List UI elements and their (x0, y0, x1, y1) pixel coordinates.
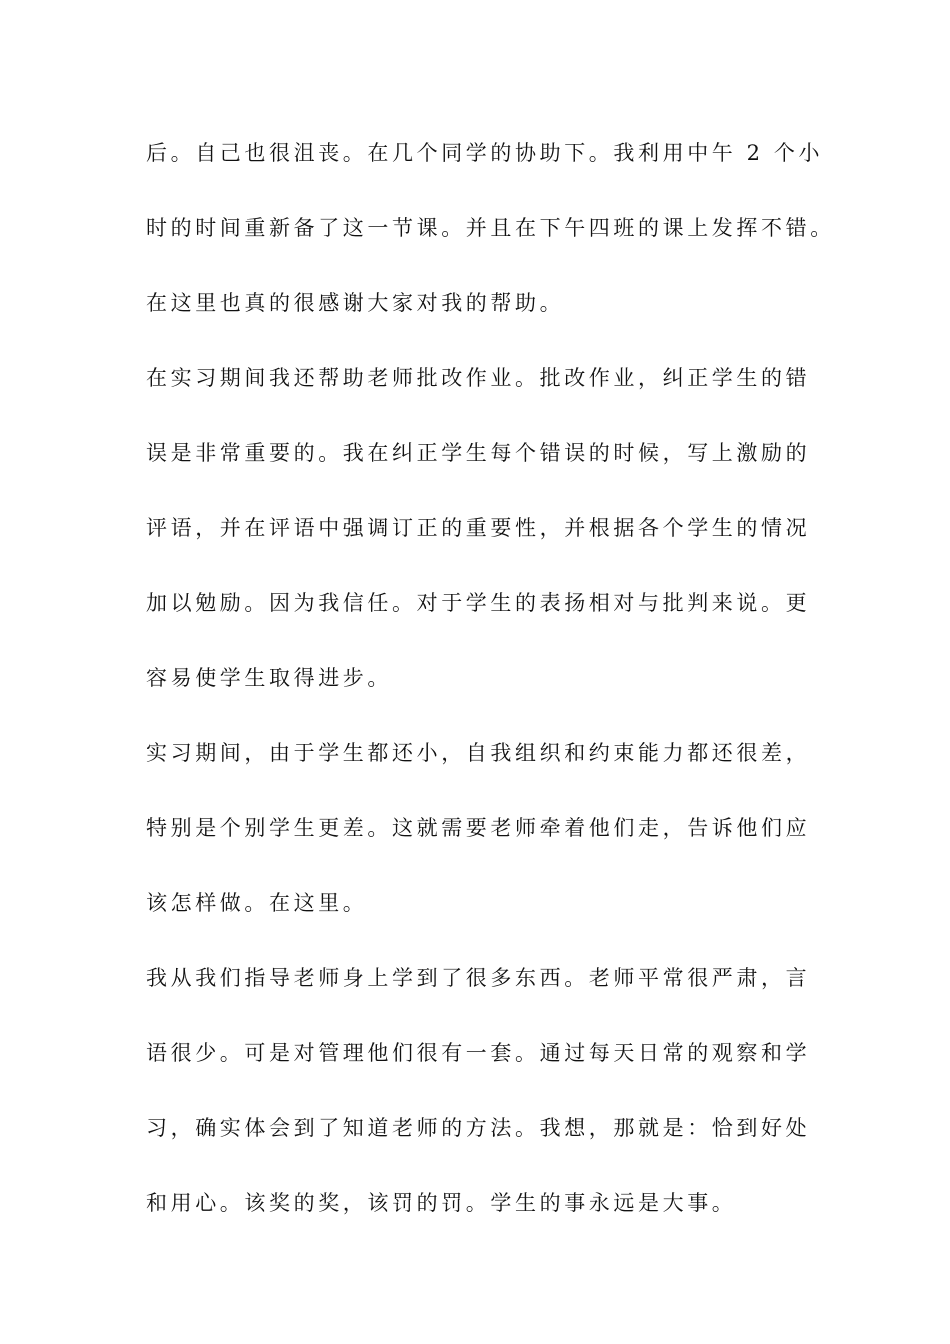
text-line: 容易使学生取得进步。 (146, 666, 392, 690)
text-line: 习，确实体会到了知道老师的方法。我想，那就是：恰到好处 (146, 1116, 811, 1140)
text-line: 在实习期间我还帮助老师批改作业。批改作业，纠正学生的错 (146, 366, 811, 390)
text-line: 和用心。该奖的奖，该罚的罚。学生的事永远是大事。 (146, 1191, 737, 1215)
text-line: 我从我们指导老师身上学到了很多东西。老师平常很严肃，言 (146, 966, 811, 990)
document-body (146, 131, 836, 1256)
text-line: 实习期间，由于学生都还小，自我组织和约束能力都还很差， (146, 741, 811, 765)
text-line: 在这里也真的很感谢大家对我的帮助。 (146, 291, 565, 315)
text-line: 该怎样做。在这里。 (146, 891, 368, 915)
text-line: 加以勉励。因为我信任。对于学生的表扬相对与批判来说。更 (146, 591, 811, 615)
text-line: 语很少。可是对管理他们很有一套。通过每天日常的观察和学 (146, 1041, 811, 1065)
text-line: 后。自己也很沮丧。在几个同学的协助下。我利用中午 2 个小 (146, 141, 824, 165)
text-line: 误是非常重要的。我在纠正学生每个错误的时候，写上激励的 (146, 441, 811, 465)
text-line: 时的时间重新备了这一节课。并且在下午四班的课上发挥不错。 (146, 216, 835, 240)
text-line: 评语，并在评语中强调订正的重要性，并根据各个学生的情况 (146, 516, 811, 540)
text-line: 特别是个别学生更差。这就需要老师牵着他们走，告诉他们应 (146, 816, 811, 840)
